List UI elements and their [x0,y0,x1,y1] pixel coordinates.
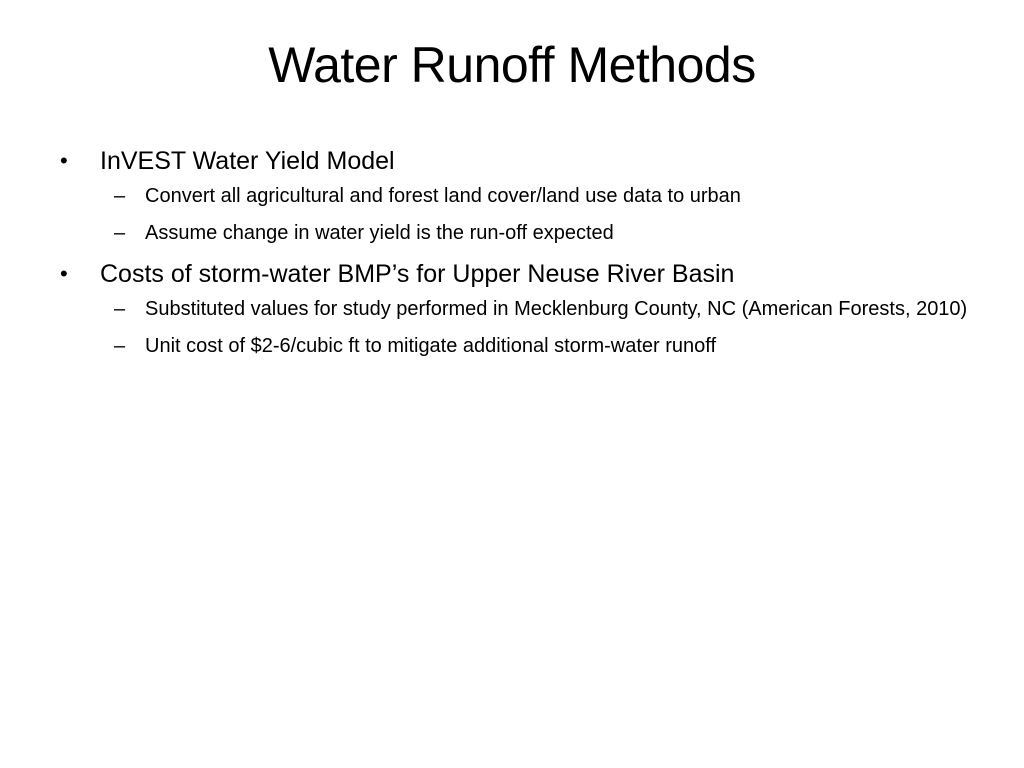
sub-item [56,294,976,324]
sub-item [56,331,976,361]
sub-text: Unit cost of $2-6/cubic ft to mitigate additional storm-water runoff [145,335,717,357]
sub-text: Assume change in water yield is the run-off expected [145,222,614,244]
slide-title: Water Runoff Methods [268,37,756,93]
dash-marker: – [114,222,126,244]
slide-body [56,143,976,369]
dash-marker: – [114,298,126,320]
bullet-marker: • [60,261,68,286]
sub-list [56,181,976,248]
bullet-text: InVEST Water Yield Model [100,147,395,175]
bullet-marker: • [60,148,68,173]
sub-text: Convert all agricultural and forest land cover/land use data to urban [145,185,741,207]
sub-item [56,218,976,248]
sub-list [56,294,976,361]
sub-item [56,181,976,211]
bullet-item [56,143,976,179]
dash-marker: – [114,185,126,207]
dash-marker: – [114,335,126,357]
bullet-text: Costs of storm-water BMP’s for Upper Neuse River Basin [100,260,735,288]
sub-text: Substituted values for study performed in Mecklenburg County, NC (American Forests, 2010) [145,298,968,320]
bullet-item [56,256,976,292]
